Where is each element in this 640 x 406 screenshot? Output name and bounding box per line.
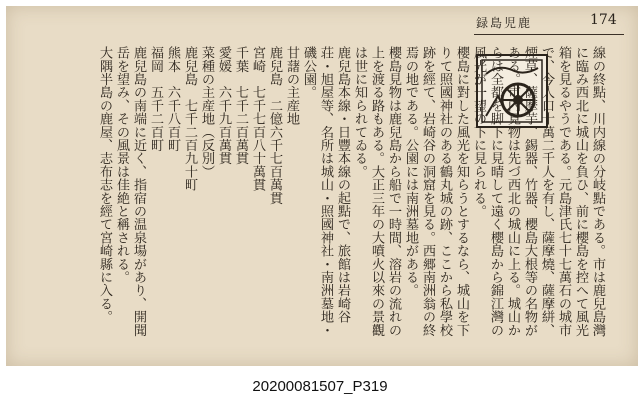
stats-row: 熊本 六千八百町 <box>165 46 180 152</box>
paragraph: 櫻島に對した風光を知らうとするなら、城山を下りて照國神社のある鶴丸城の跡、ここから私學校跡を經て、岩崎谷の洞窟を見る。西郷南洲翁の終焉の地である。公園には南洲墓地がある。 <box>403 46 469 337</box>
paragraph: 線の終點、川内線の分岐點である。市は鹿兒島灣に臨み西北に城山を負ひ、前に櫻島を控へて風光箱を見るやうである。元島津氏七十七萬石の城市で、今人口十萬二千人を有し、薩摩燒、薩摩絣、煙草、薩摩芋、錫器、竹器、櫻島大根等の名物がある。市内見物は先づ西北の城山に上る。城山からは全都を脚下に見晴して遠く櫻島から錦江灣の風光が一望の下に見られる。 <box>471 46 605 337</box>
paragraph: 大隅半島の鹿屋、志布志を經て宮崎縣に入る。 <box>97 46 112 324</box>
header-rule <box>474 34 624 35</box>
stats-row: 千葉 七千二百萬貫 <box>233 46 248 165</box>
archive-id-label: 20200081507_P319 <box>252 378 388 395</box>
running-header <box>6 6 638 36</box>
stats-title: 甘藷の主産地 <box>284 46 299 126</box>
vertical-body-text <box>48 46 606 342</box>
paragraph: 櫻島見物は鹿兒島から船で一時間、溶岩の流れの上を渡る路もある。大正三年の大噴火以來の景觀は世に知られてゐる。 <box>352 46 401 337</box>
paragraph: 鹿兒島本線・日豐本線の起點で、旅館は岩崎谷荘・旭屋等、名所は城山・照國神社・南洲墓地・磯公園。 <box>301 46 350 337</box>
book-page <box>6 6 638 366</box>
stats-row: 鹿兒島 七千二百九十町 <box>182 46 197 192</box>
stats-row: 鹿兒島 二億六千七百萬貫 <box>267 46 282 205</box>
page-number: 174 <box>590 12 617 28</box>
stats-row: 福岡 五千二百町 <box>148 46 163 152</box>
paragraph: 鹿兒島の南端に近く、指宿の温泉場があり、開聞岳を望み、その風景は佳絶と稱される。 <box>114 46 146 337</box>
stats-title: 菜種の主産地（反別） <box>199 46 214 178</box>
stats-row: 宮崎 七千七百八十萬貫 <box>250 46 265 192</box>
header-title: 録島児鹿 <box>476 16 533 30</box>
stats-row: 愛媛 六千九百萬貫 <box>216 46 231 165</box>
